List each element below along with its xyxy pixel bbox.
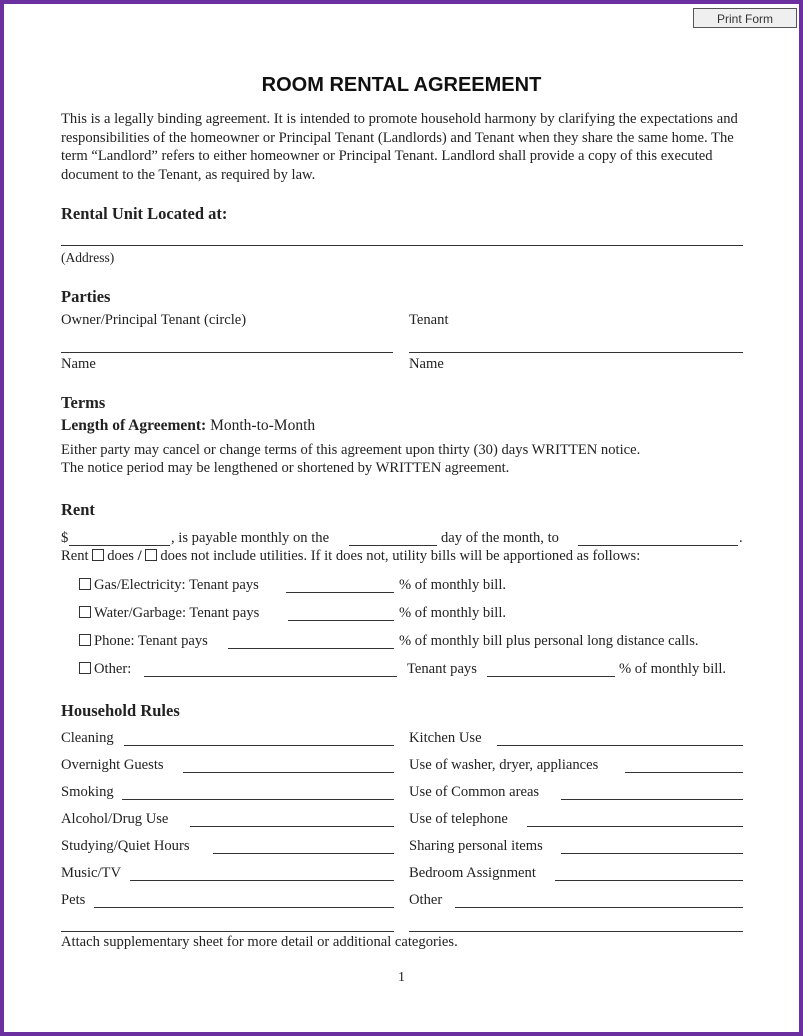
tenant-label: Tenant xyxy=(409,312,449,328)
rent-amount-field[interactable] xyxy=(69,545,170,546)
rule-right-6: Other xyxy=(409,892,443,908)
rule-field-music[interactable] xyxy=(130,880,394,881)
checkbox-does-not[interactable] xyxy=(145,549,157,561)
owner-name-field[interactable] xyxy=(61,352,393,353)
water-label: Water/Garbage: Tenant pays xyxy=(94,605,260,621)
rule-field-bedroom[interactable] xyxy=(555,880,743,881)
phone-pct-text: % of monthly bill plus personal long distance calls. xyxy=(399,633,699,649)
payable-text: , is payable monthly on the xyxy=(171,530,330,546)
checkbox-does[interactable] xyxy=(92,549,104,561)
phone-label: Phone: Tenant pays xyxy=(94,633,208,649)
rule-field-cleaning[interactable] xyxy=(124,745,394,746)
gas-percent-field[interactable] xyxy=(286,592,394,593)
water-pct-text: % of monthly bill. xyxy=(399,605,507,621)
checkbox-gas[interactable] xyxy=(79,578,91,590)
address-label: (Address) xyxy=(61,250,115,265)
checkbox-other[interactable] xyxy=(79,662,91,674)
phone-row xyxy=(79,633,208,650)
rule-field-kitchen[interactable] xyxy=(497,745,743,746)
name-label-left: Name xyxy=(61,356,96,372)
utilities-line xyxy=(61,548,640,565)
name-label-right: Name xyxy=(409,356,444,372)
rule-field-alcohol[interactable] xyxy=(190,826,394,827)
slash: / xyxy=(137,548,142,564)
terms-line-2: The notice period may be lengthened or shortened by WRITTEN agreement. xyxy=(61,460,510,476)
phone-percent-field[interactable] xyxy=(228,648,394,649)
rule-right-5: Bedroom Assignment xyxy=(409,865,536,881)
checkbox-phone[interactable] xyxy=(79,634,91,646)
other-description-field[interactable] xyxy=(144,676,397,677)
length-value: Month-to-Month xyxy=(210,417,316,434)
rule-field-other[interactable] xyxy=(455,907,743,908)
extra-line-left[interactable] xyxy=(61,931,394,932)
rent-word: Rent xyxy=(61,548,89,564)
rule-right-3: Use of telephone xyxy=(409,811,508,827)
length-label: Length of Agreement: xyxy=(61,417,207,434)
length-of-agreement xyxy=(61,417,315,435)
does-text: does xyxy=(107,548,134,564)
rule-field-common[interactable] xyxy=(561,799,743,800)
page-number: 1 xyxy=(398,970,405,985)
rental-unit-heading: Rental Unit Located at: xyxy=(61,204,228,223)
water-row xyxy=(79,605,259,622)
rule-right-2: Use of Common areas xyxy=(409,784,540,800)
rule-right-4: Sharing personal items xyxy=(409,838,543,854)
terms-line-1: Either party may cancel or change terms of this agreement upon thirty (30) days WRITTEN notice. xyxy=(61,442,641,458)
rule-left-5: Music/TV xyxy=(61,865,121,881)
gas-label: Gas/Electricity: Tenant pays xyxy=(94,577,259,593)
rule-left-2: Smoking xyxy=(61,784,114,800)
day-of-text: day of the month, to xyxy=(441,530,559,546)
dollar-sign: $ xyxy=(61,530,69,546)
rent-payee-field[interactable] xyxy=(578,545,738,546)
rule-left-0: Cleaning xyxy=(61,730,114,746)
tenant-name-field[interactable] xyxy=(409,352,743,353)
rent-period: . xyxy=(739,530,743,546)
rule-field-pets[interactable] xyxy=(94,907,394,908)
rule-field-washer[interactable] xyxy=(625,772,743,773)
does-not-text: does not include utilities. If it does not, utility bills will be apportioned as follows: xyxy=(160,548,641,564)
address-field[interactable] xyxy=(61,245,743,246)
rule-field-studying[interactable] xyxy=(213,853,394,854)
rent-heading: Rent xyxy=(61,500,95,519)
checkbox-water[interactable] xyxy=(79,606,91,618)
print-form-button[interactable]: Print Form xyxy=(693,8,797,28)
terms-heading: Terms xyxy=(61,393,106,412)
intro-paragraph: This is a legally binding agreement. It is intended to promote household harmony by clarifying the expectations and responsibilities of the homeowner or Principal Tenant (Landlords) and Tenant when they share the same home. The term “Landlord” refers to either homeowner or Principal Tenant. Landlord shall provide a copy of this executed document to the Tenant, as required by law. xyxy=(61,111,738,183)
rule-field-sharing[interactable] xyxy=(561,853,743,854)
gas-pct-text: % of monthly bill. xyxy=(399,577,507,593)
other-percent-field[interactable] xyxy=(487,676,615,677)
rule-left-3: Alcohol/Drug Use xyxy=(61,811,169,827)
rule-field-telephone[interactable] xyxy=(527,826,743,827)
rule-field-smoking[interactable] xyxy=(122,799,394,800)
rule-right-0: Kitchen Use xyxy=(409,730,482,746)
document-title: ROOM RENTAL AGREEMENT xyxy=(261,74,542,96)
rule-left-1: Overnight Guests xyxy=(61,757,164,773)
other-tenant-pays: Tenant pays xyxy=(407,661,477,677)
owner-label: Owner/Principal Tenant (circle) xyxy=(61,312,247,328)
rule-left-4: Studying/Quiet Hours xyxy=(61,838,190,854)
other-pct-text: % of monthly bill. xyxy=(619,661,727,677)
parties-heading: Parties xyxy=(61,287,111,306)
other-row xyxy=(79,661,131,678)
household-rules-heading: Household Rules xyxy=(61,701,180,720)
water-percent-field[interactable] xyxy=(288,620,394,621)
rule-left-6: Pets xyxy=(61,892,86,908)
rent-day-field[interactable] xyxy=(349,545,437,546)
attach-note: Attach supplementary sheet for more detail or additional categories. xyxy=(61,934,458,950)
gas-row xyxy=(79,577,259,594)
page xyxy=(4,4,799,1032)
rule-right-1: Use of washer, dryer, appliances xyxy=(409,757,599,773)
other-label: Other: xyxy=(94,661,132,677)
extra-line-right[interactable] xyxy=(409,931,743,932)
rule-field-guests[interactable] xyxy=(183,772,394,773)
